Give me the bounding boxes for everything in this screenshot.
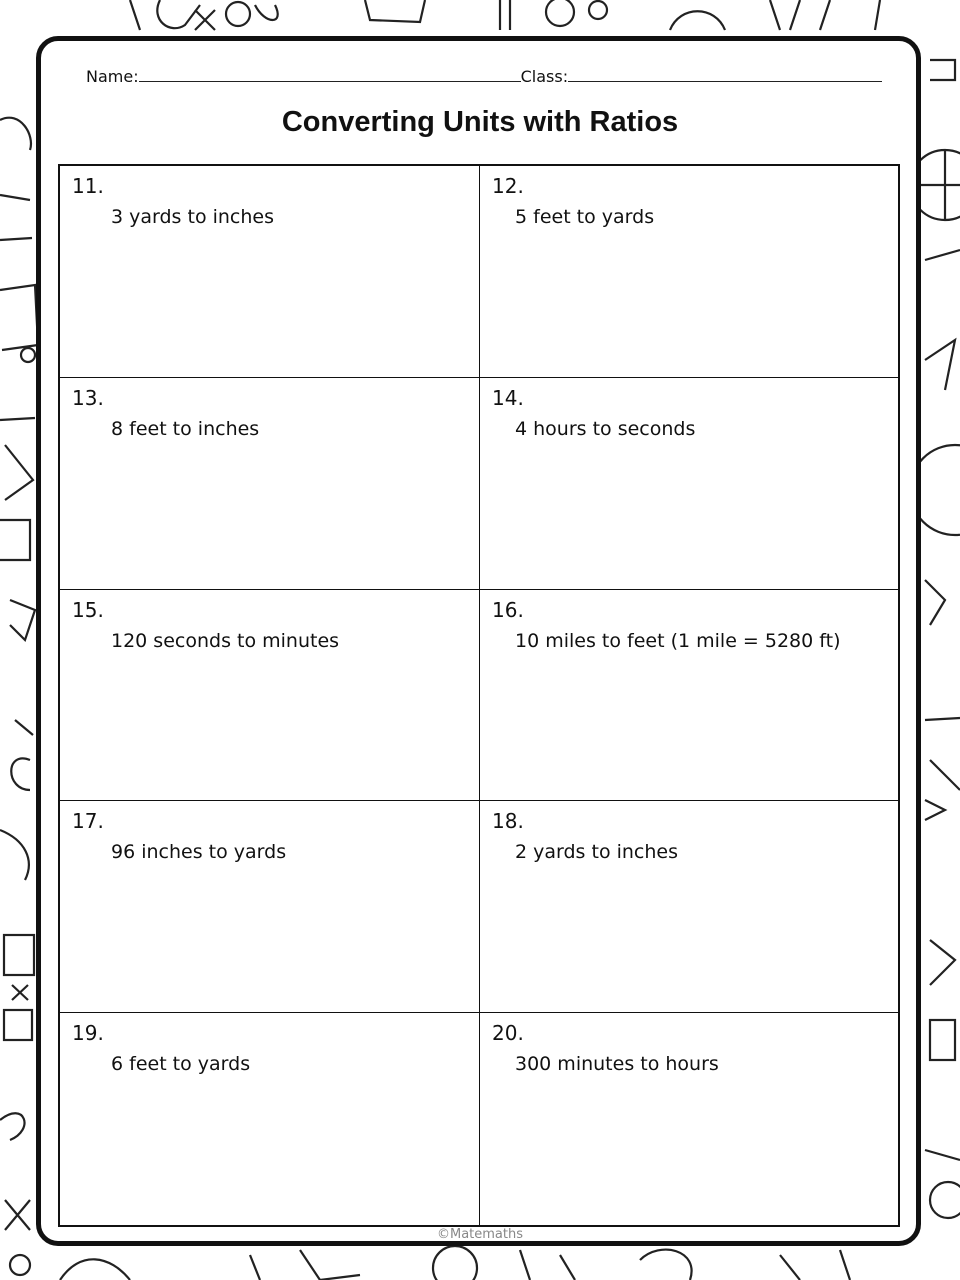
problem-text: 10 miles to feet (1 mile = 5280 ft) <box>515 629 841 652</box>
problem-text: 2 yards to inches <box>515 841 679 864</box>
problem-text: 4 hours to seconds <box>515 417 696 440</box>
name-label: Name: <box>86 67 139 86</box>
problem-cell-19[interactable] <box>60 1013 480 1225</box>
problem-text: 3 yards to inches <box>111 206 275 228</box>
problem-cell-18[interactable] <box>480 801 898 1013</box>
problem-text: 5 feet to yards <box>515 206 655 228</box>
problem-cell-16[interactable] <box>480 590 898 802</box>
problem-number: 11. <box>72 174 104 198</box>
problem-cell-15[interactable] <box>60 590 480 802</box>
problem-number: 18. <box>492 809 524 834</box>
problem-text: 120 seconds to minutes <box>111 629 340 652</box>
student-info-header <box>86 60 882 86</box>
problem-cell-13[interactable] <box>60 378 480 590</box>
name-blank-line[interactable] <box>139 81 521 82</box>
problem-cell-11[interactable] <box>60 166 480 378</box>
problem-cell-17[interactable] <box>60 801 480 1013</box>
problem-cell-14[interactable] <box>480 378 898 590</box>
problem-number: 13. <box>72 385 104 410</box>
problem-grid <box>58 164 900 1227</box>
problem-text: 6 feet to yards <box>111 1053 251 1076</box>
problem-cell-20[interactable] <box>480 1013 898 1225</box>
problem-text: 8 feet to inches <box>111 417 260 440</box>
problem-number: 17. <box>72 809 104 834</box>
problem-cell-12[interactable] <box>480 166 898 378</box>
problem-number: 14. <box>492 385 524 410</box>
problem-text: 96 inches to yards <box>111 841 287 864</box>
problem-number: 19. <box>72 1021 104 1046</box>
problem-number: 12. <box>492 174 524 198</box>
problem-text: 300 minutes to hours <box>515 1053 719 1076</box>
problem-number: 16. <box>492 597 524 622</box>
problem-number: 20. <box>492 1021 524 1046</box>
worksheet-title: Converting Units with Ratios <box>281 106 679 138</box>
class-label: Class: <box>520 67 569 86</box>
copyright-footer: ©Matemaths <box>436 1227 524 1242</box>
class-blank-line[interactable] <box>568 81 882 82</box>
problem-number: 15. <box>72 597 104 622</box>
